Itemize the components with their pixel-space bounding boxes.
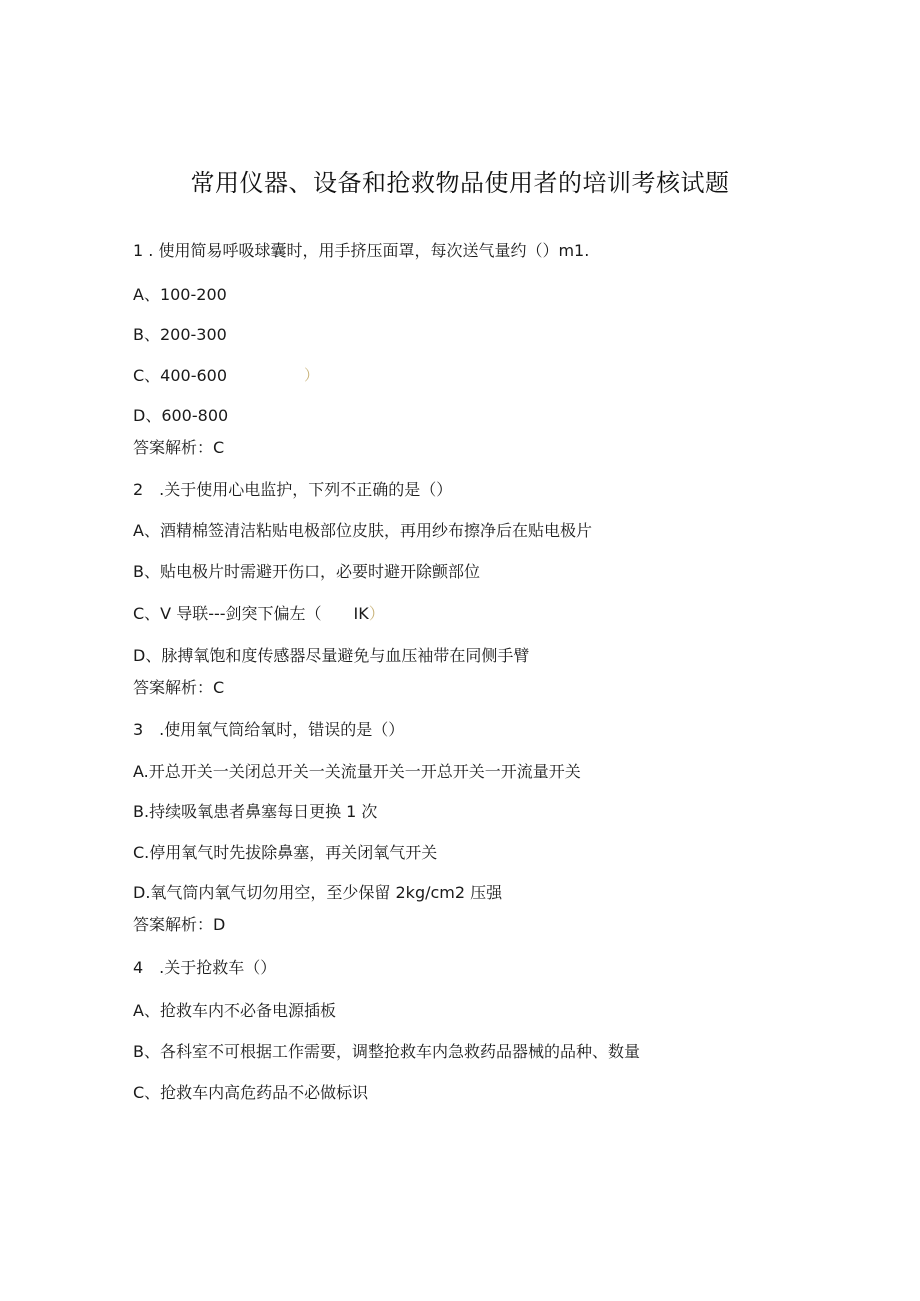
question-3-answer: 答案解析：D [133, 915, 226, 934]
question-2-stem: 2 .关于使用心电监护，下列不正确的是（） [133, 480, 453, 499]
question-3-option-c: C.停用氧气时先拔除鼻塞，再关闭氧气开关 [133, 843, 438, 862]
question-1-option-b: B、200-300 [133, 325, 227, 344]
question-1-stem: 1 . 使用简易呼吸球囊时，用手挤压面罩，每次送气量约（）m1. [133, 241, 590, 260]
question-4-stem: 4 .关于抢救车（） [133, 958, 277, 977]
question-2-option-b: B、贴电极片时需避开伤口，必要时避开除颤部位 [133, 562, 480, 581]
question-2-stray-mark: ） [368, 604, 385, 623]
question-3-stem: 3 .使用氧气筒给氧时，错误的是（） [133, 720, 405, 739]
question-3-option-b: B.持续吸氧患者鼻塞每日更换 1 次 [133, 802, 378, 821]
question-3-option-a: A.开总开关一关闭总开关一关流量开关一开总开关一开流量开关 [133, 762, 581, 781]
question-1-option-c: C、400-600 [133, 366, 228, 385]
question-2-option-c-text: C、V 导联---剑突下偏左（ IK [133, 604, 369, 623]
document-title: 常用仪器、设备和抢救物品使用者的培训考核试题 [190, 169, 730, 197]
question-1-stray-mark: ） [304, 366, 320, 384]
question-4-option-c: C、抢救车内高危药品不必做标识 [133, 1083, 369, 1102]
question-2-option-c [133, 603, 385, 625]
question-1-option-a: A、100-200 [133, 285, 227, 304]
question-2-answer: 答案解析：C [133, 678, 225, 697]
question-2-option-a: A、酒精棉签清洁粘贴电极部位皮肤，再用纱布擦净后在贴电极片 [133, 521, 592, 540]
question-3-option-d: D.氧气筒内氧气切勿用空，至少保留 2kg∕cm2 压强 [133, 883, 503, 902]
question-1-option-d: D、600-800 [133, 406, 229, 425]
question-1-answer: 答案解析：C [133, 438, 225, 457]
question-4-option-a: A、抢救车内不必备电源插板 [133, 1001, 336, 1020]
question-4-option-b: B、各科室不可根据工作需要，调整抢救车内急救药品器械的品种、数量 [133, 1042, 640, 1061]
question-2-option-d: D、脉搏氧饱和度传感器尽量避免与血压袖带在同侧手臂 [133, 646, 530, 665]
